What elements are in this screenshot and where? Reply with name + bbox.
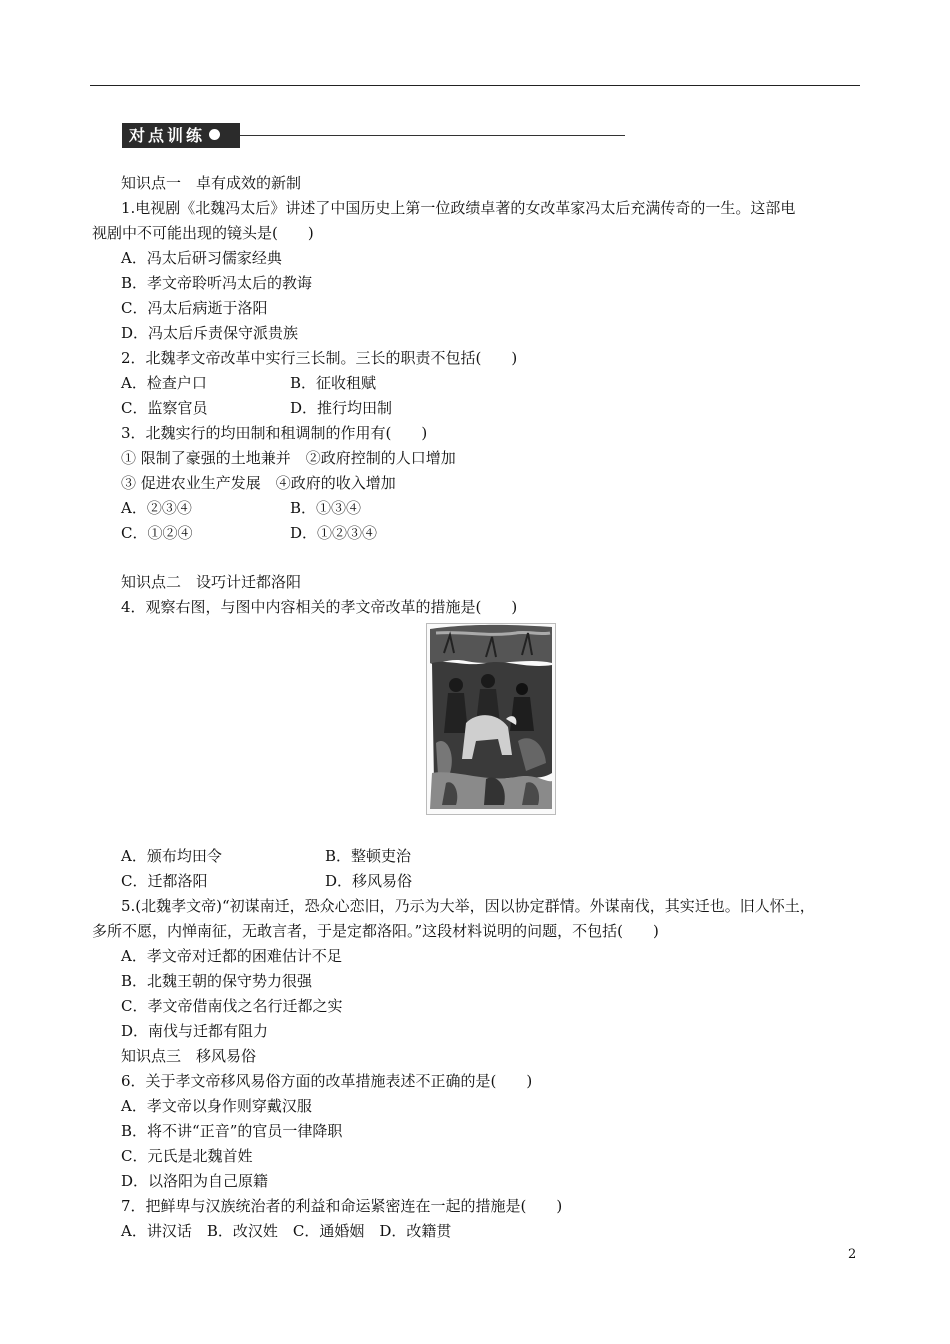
q2-option-a: A．检查户口 [121,374,207,392]
q6-option-a: A．孝文帝以身作则穿戴汉服 [121,1097,312,1115]
q4-option-d: D．移风易俗 [325,872,413,890]
q5-option-b: B．北魏王朝的保守势力很强 [121,972,313,990]
q6-option-b: B．将不讲“正音”的官员一律降职 [121,1122,343,1140]
q2-option-c: C．监察官员 [121,399,208,417]
q4-stem: 4．观察右图，与图中内容相关的孝文帝改革的措施是( ) [121,598,518,616]
q1-option-a: A．冯太后研习儒家经典 [121,249,282,267]
q1-option-d: D．冯太后斥责保守派贵族 [121,324,299,342]
knowledge-point-3: 知识点三 移风易俗 [121,1047,257,1065]
q1-stem-line2: 视剧中不可能出现的镜头是( ) [92,224,314,242]
q5-option-c: C．孝文帝借南伐之名行迁都之实 [121,997,343,1015]
q6-stem: 6．关于孝文帝移风易俗方面的改革措施表述不正确的是( ) [121,1072,533,1090]
q4-option-c: C．迁都洛阳 [121,872,208,890]
q3-option-c: C．①②④ [121,524,193,542]
section-rule [240,135,625,136]
q5-option-a: A．孝文帝对迁都的困难估计不足 [121,947,342,965]
q5-stem-line1: 5.(北魏孝文帝)“初谋南迁，恐众心恋旧，乃示为大举，因以协定群情。外谋南伐，其实迁也。旧人怀土， [121,897,815,915]
header-rule [90,85,860,86]
q6-option-c: C．元氏是北魏首姓 [121,1147,253,1165]
section-header [122,123,507,148]
q2-option-b: B．征收租赋 [290,374,377,392]
q2-stem: 2．北魏孝文帝改革中实行三长制。三长的职责不包括( ) [121,349,518,367]
q1-option-c: C．冯太后病逝于洛阳 [121,299,268,317]
bullet-dot-icon [209,129,220,140]
q1-stem-line1: 1.电视剧《北魏冯太后》讲述了中国历史上第一位政绩卓著的女改革家冯太后充满传奇的一生。这部电 [121,199,796,217]
q3-item-1: ① 限制了豪强的土地兼并 ②政府控制的人口增加 [121,449,456,467]
q7-stem: 7．把鲜卑与汉族统治者的利益和命运紧密连在一起的措施是( ) [121,1197,563,1215]
q5-stem-line2: 多所不愿，内惮南征，无敢言者，于是定都洛阳。”这段材料说明的问题，不包括( ) [92,922,659,940]
q3-item-2: ③ 促进农业生产发展 ④政府的收入增加 [121,474,396,492]
q3-stem: 3．北魏实行的均田制和租调制的作用有( ) [121,424,428,442]
procession-illustration [426,623,556,815]
q4-option-b: B．整顿吏治 [325,847,412,865]
q6-option-d: D．以洛阳为自己原籍 [121,1172,269,1190]
q4-option-a: A．颁布均田令 [121,847,222,865]
q7-options: A．讲汉话 B．改汉姓 C．通婚姻 D．改籍贯 [121,1222,452,1240]
q3-option-a: A．②③④ [121,499,192,517]
page-number: 2 [848,1247,857,1262]
q5-option-d: D．南伐与迁都有阻力 [121,1022,269,1040]
q1-option-b: B．孝文帝聆听冯太后的教诲 [121,274,313,292]
q2-option-d: D．推行均田制 [290,399,393,417]
section-tag [122,123,240,148]
knowledge-point-1: 知识点一 卓有成效的新制 [121,174,302,192]
q3-option-d: D．①②③④ [290,524,378,542]
knowledge-point-2: 知识点二 设巧计迁都洛阳 [121,573,302,591]
q3-option-b: B．①③④ [290,499,362,517]
section-title: 对点训练 [129,126,206,145]
